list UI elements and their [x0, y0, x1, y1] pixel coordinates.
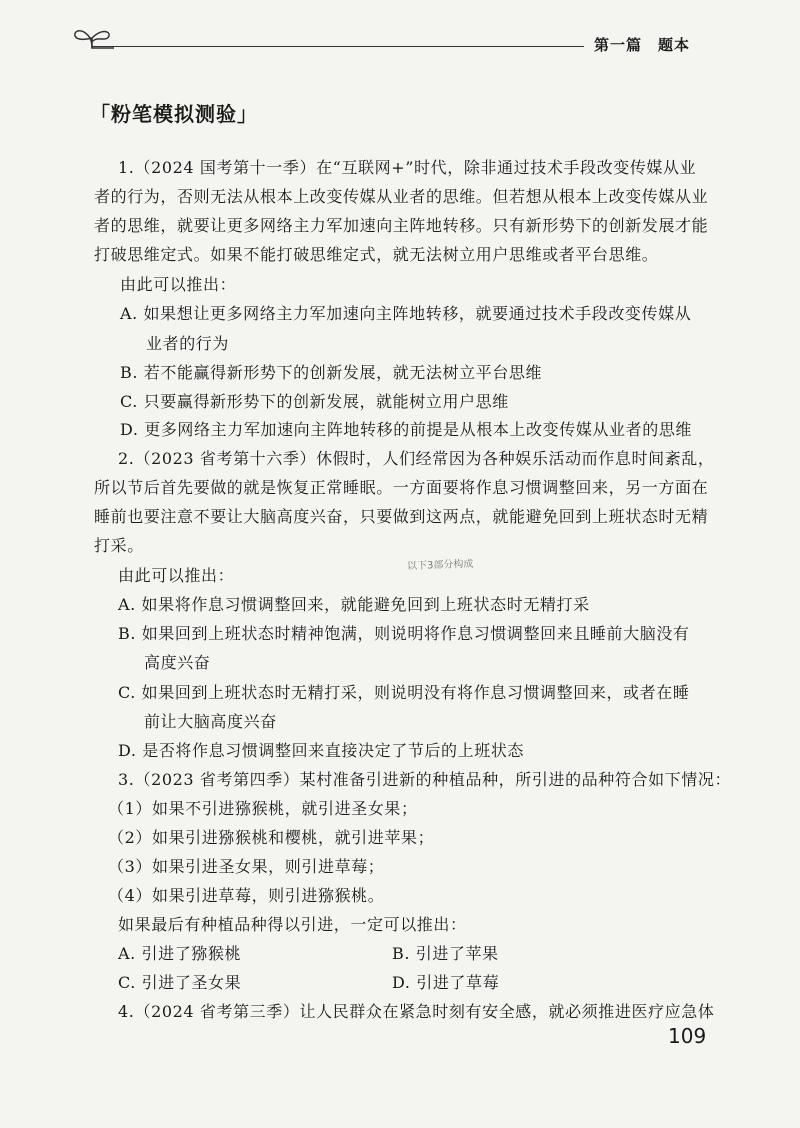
q2-option-d: D. 是否将作息习惯调整回来直接决定了节后的上班状态	[118, 741, 525, 760]
q1-option-c: C. 只要赢得新形势下的创新发展，就能树立用户思维	[120, 392, 509, 411]
q2-stem-line: 睡前也要注意不要让大脑高度兴奋，只要做到这两点，就能避免回到上班状态时无精	[94, 507, 709, 526]
q3-stem-line: 3.（2023 省考第四季）某村准备引进新的种植品种，所引进的品种符合如下情况：	[118, 770, 732, 789]
q3-prompt: 如果最后有种植品种得以引进，一定可以推出：	[118, 915, 467, 934]
q1-option-b: B. 若不能赢得新形势下的创新发展，就无法树立平台思维	[120, 363, 543, 382]
q3-option-b: B. 引进了苹果	[392, 944, 499, 963]
q3-condition: （2）如果引进猕猴桃和樱桃，就引进苹果；	[108, 828, 435, 847]
q1-option-a-cont: 业者的行为	[146, 334, 230, 353]
q2-option-c-cont: 前让大脑高度兴奋	[144, 712, 277, 731]
block-title: 「粉笔模拟测验」	[90, 102, 258, 126]
q3-condition: （4）如果引进草莓，则引进猕猴桃。	[108, 886, 385, 905]
q1-stem-line: 打破思维定式。如果不能打破思维定式，就无法树立用户思维或者平台思维。	[94, 245, 659, 264]
q3-condition: （3）如果引进圣女果，则引进草莓；	[108, 857, 385, 876]
q1-stem-line: 者的思维，就要让更多网络主力军加速向主阵地转移。只有新形势下的创新发展才能	[94, 216, 709, 235]
handwritten-note: 以下3部分构成	[406, 558, 474, 573]
q4-stem-line: 4.（2024 省考第三季）让人民群众在紧急时刻有安全感，就必须推进医疗应急体	[118, 1002, 715, 1021]
q1-stem-line: 1.（2024 国考第十一季）在“互联网+”时代，除非通过技术手段改变传媒从业	[118, 158, 697, 177]
q2-option-a: A. 如果将作息习惯调整回来，就能避免回到上班状态时无精打采	[118, 595, 590, 614]
q2-option-c: C. 如果回到上班状态时无精打采，则说明没有将作息习惯调整回来，或者在睡	[118, 683, 690, 702]
section-title: 第一篇 题本	[594, 36, 691, 54]
q2-prompt: 由此可以推出：	[118, 566, 235, 585]
q2-stem-line: 打采。	[94, 536, 144, 555]
q2-option-b: B. 如果回到上班状态时精神饱满，则说明将作息习惯调整回来且睡前大脑没有	[118, 624, 690, 643]
q1-stem-line: 者的行为，否则无法从根本上改变传媒从业者的思维。但若想从根本上改变传媒从业	[94, 187, 709, 206]
q3-option-a: A. 引进了猕猴桃	[118, 944, 242, 963]
header-rule	[92, 46, 584, 47]
q3-condition: （1）如果不引进猕猴桃，就引进圣女果；	[108, 799, 418, 818]
q2-stem-line: 2.（2023 省考第十六季）休假时，人们经常因为各种娱乐活动而作息时间紊乱，	[118, 449, 715, 468]
q1-option-a: A. 如果想让更多网络主力军加速向主阵地转移，就要通过技术手段改变传媒从	[120, 304, 692, 323]
q3-option-c: C. 引进了圣女果	[118, 973, 242, 992]
q1-option-d: D. 更多网络主力军加速向主阵地转移的前提是从根本上改变传媒从业者的思维	[120, 420, 693, 439]
q2-stem-line: 所以节后首先要做的就是恢复正常睡眠。一方面要将作息习惯调整回来，另一方面在	[94, 478, 709, 497]
q3-option-d: D. 引进了草莓	[392, 973, 500, 992]
page-number: 109	[668, 1024, 707, 1048]
q1-prompt: 由此可以推出：	[120, 275, 237, 294]
q2-option-b-cont: 高度兴奋	[144, 653, 211, 672]
